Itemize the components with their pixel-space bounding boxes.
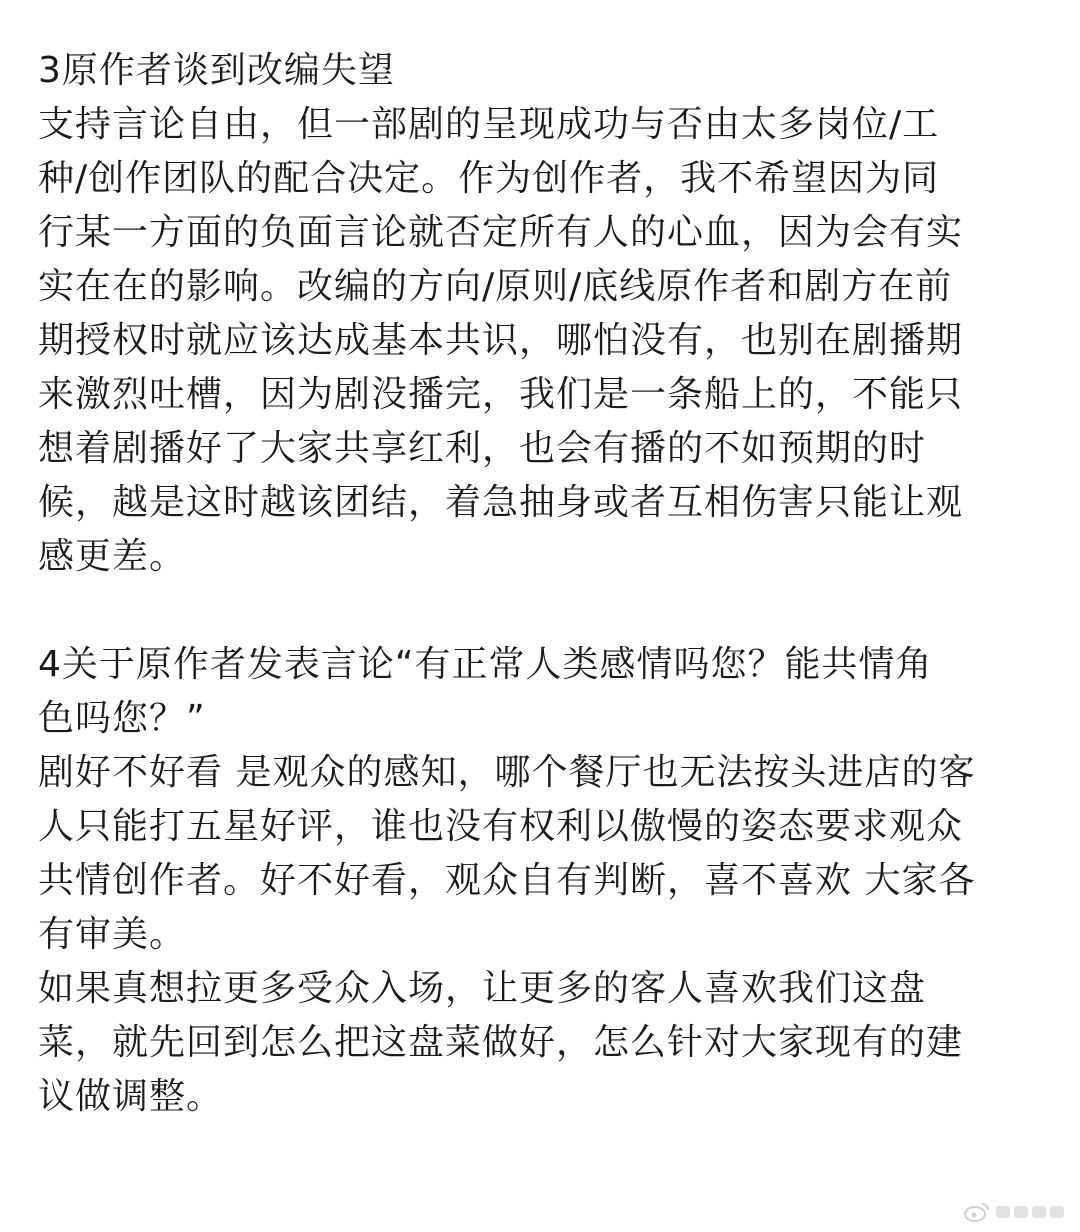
section-4-line: 共情创作者。好不好看，观众自有判断，喜不喜欢 大家各	[38, 860, 976, 901]
section-3-line: 感更差。	[38, 536, 187, 577]
section-4-line: 菜，就先回到怎么把这盘菜做好，怎么针对大家现有的建	[38, 1022, 964, 1063]
section-3-line: 期授权时就应该达成基本共识，哪怕没有，也别在剧播期	[38, 320, 964, 361]
weibo-logo-icon	[964, 1202, 990, 1222]
section-3-line: 想着剧播好了大家共享红利，也会有播的不如预期的时	[38, 428, 927, 469]
section-3-line: 行某一方面的负面言论就否定所有人的心血，因为会有实	[38, 212, 964, 253]
watermark	[964, 1202, 1066, 1222]
section-3-line: 来激烈吐槽，因为剧没播完，我们是一条船上的，不能只	[38, 374, 964, 415]
section-4-line: 如果真想拉更多受众入场，让更多的客人喜欢我们这盘	[38, 968, 927, 1009]
section-4-line: 有审美。	[38, 914, 187, 955]
section-3-line: 实在在的影响。改编的方向/原则/底线原作者和剧方在前	[38, 266, 953, 307]
watermark-blur-icon	[996, 1202, 1066, 1222]
post-content	[38, 44, 1048, 1124]
section-4-heading: 色吗您？”	[38, 698, 206, 739]
section-4-line: 剧好不好看 是观众的感知，哪个餐厅也无法按头进店的客	[38, 752, 976, 793]
section-3-line: 种/创作团队的配合决定。作为创作者，我不希望因为同	[38, 158, 940, 199]
section-4-line: 人只能打五星好评，谁也没有权利以傲慢的姿态要求观众	[38, 806, 964, 847]
section-4-line: 议做调整。	[38, 1076, 224, 1117]
paragraph-gap	[38, 584, 1048, 638]
section-3-heading: 3原作者谈到改编失望	[38, 50, 395, 91]
section-4-heading: 4关于原作者发表言论“有正常人类感情吗您？能共情角	[38, 644, 933, 685]
section-3-line: 候，越是这时越该团结，着急抽身或者互相伤害只能让观	[38, 482, 964, 523]
section-3-line: 支持言论自由，但一部剧的呈现成功与否由太多岗位/工	[38, 104, 940, 145]
